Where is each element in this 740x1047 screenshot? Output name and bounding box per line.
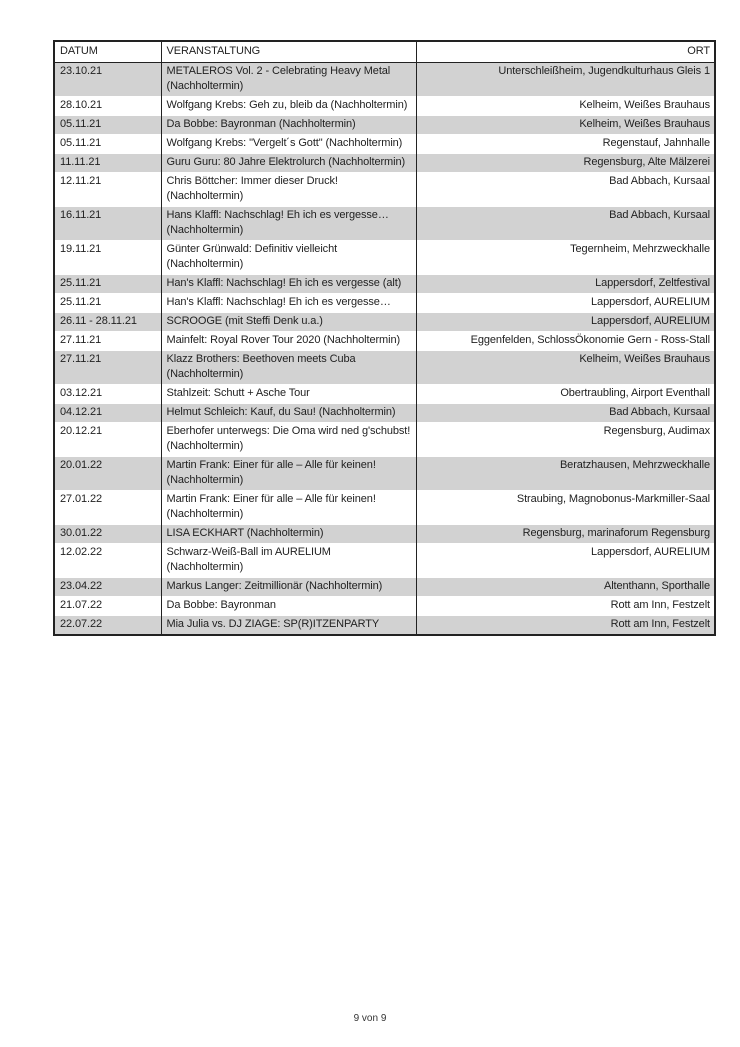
- row-date-cell: 22.07.22: [54, 616, 161, 636]
- row-place-cell: Regensburg, Audimax: [416, 423, 715, 457]
- row-place-cell: Kelheim, Weißes Brauhaus: [416, 351, 715, 385]
- row-event-cell: Mia Julia vs. DJ ZIAGE: SP(R)ITZENPARTY: [161, 616, 416, 636]
- table-row: [54, 404, 715, 423]
- row-place-cell: Kelheim, Weißes Brauhaus: [416, 116, 715, 135]
- table-row: [54, 173, 715, 207]
- row-place-cell: Lappersdorf, AURELIUM: [416, 544, 715, 578]
- row-event-cell: Guru Guru: 80 Jahre Elektrolurch (Nachholtermin): [161, 154, 416, 173]
- table-row: [54, 525, 715, 544]
- table-row: [54, 578, 715, 597]
- row-place-cell: Regensburg, marinaforum Regensburg: [416, 525, 715, 544]
- row-event-cell: Schwarz-Weiß-Ball im AURELIUM (Nachholtermin): [161, 544, 416, 578]
- row-date-cell: 05.11.21: [54, 135, 161, 154]
- row-date-cell: 25.11.21: [54, 294, 161, 313]
- row-event-cell: Stahlzeit: Schutt + Asche Tour: [161, 385, 416, 404]
- row-date-cell: 27.01.22: [54, 491, 161, 525]
- row-event-cell: Da Bobbe: Bayronman (Nachholtermin): [161, 116, 416, 135]
- table-row: [54, 385, 715, 404]
- row-place-cell: Kelheim, Weißes Brauhaus: [416, 97, 715, 116]
- row-event-cell: Martin Frank: Einer für alle – Alle für keinen! (Nachholtermin): [161, 491, 416, 525]
- row-date-cell: 23.10.21: [54, 63, 161, 97]
- row-event-cell: Da Bobbe: Bayronman: [161, 597, 416, 616]
- row-date-cell: 16.11.21: [54, 207, 161, 241]
- row-event-cell: Martin Frank: Einer für alle – Alle für keinen! (Nachholtermin): [161, 457, 416, 491]
- row-place-cell: Tegernheim, Mehrzweckhalle: [416, 241, 715, 275]
- table-row: [54, 116, 715, 135]
- table-row: [54, 616, 715, 636]
- row-date-cell: 25.11.21: [54, 275, 161, 294]
- row-date-cell: 27.11.21: [54, 351, 161, 385]
- row-place-cell: Bad Abbach, Kursaal: [416, 173, 715, 207]
- row-date-cell: 20.12.21: [54, 423, 161, 457]
- table-row: [54, 351, 715, 385]
- table-row: [54, 97, 715, 116]
- row-date-cell: 04.12.21: [54, 404, 161, 423]
- row-event-cell: Mainfelt: Royal Rover Tour 2020 (Nachholtermin): [161, 332, 416, 351]
- row-event-cell: LISA ECKHART (Nachholtermin): [161, 525, 416, 544]
- row-date-cell: 30.01.22: [54, 525, 161, 544]
- row-place-cell: Beratzhausen, Mehrzweckhalle: [416, 457, 715, 491]
- row-event-cell: Eberhofer unterwegs: Die Oma wird ned g'schubst! (Nachholtermin): [161, 423, 416, 457]
- header-date: DATUM: [54, 41, 161, 63]
- row-date-cell: 12.11.21: [54, 173, 161, 207]
- row-date-cell: 20.01.22: [54, 457, 161, 491]
- row-place-cell: Lappersdorf, AURELIUM: [416, 294, 715, 313]
- header-row: [54, 41, 715, 63]
- row-event-cell: Günter Grünwald: Definitiv vielleicht (Nachholtermin): [161, 241, 416, 275]
- table-row: [54, 313, 715, 332]
- row-date-cell: 19.11.21: [54, 241, 161, 275]
- row-place-cell: Lappersdorf, Zeltfestival: [416, 275, 715, 294]
- row-event-cell: Hans Klaffl: Nachschlag! Eh ich es vergesse… (Nachholtermin): [161, 207, 416, 241]
- row-event-cell: Han's Klaffl: Nachschlag! Eh ich es vergesse…: [161, 294, 416, 313]
- row-date-cell: 28.10.21: [54, 97, 161, 116]
- table-row: [54, 207, 715, 241]
- row-date-cell: 03.12.21: [54, 385, 161, 404]
- table-body: [54, 63, 715, 636]
- row-event-cell: Wolfgang Krebs: Geh zu, bleib da (Nachholtermin): [161, 97, 416, 116]
- table-row: [54, 63, 715, 97]
- table-row: [54, 457, 715, 491]
- page-number: 9 von 9: [353, 1013, 387, 1024]
- row-place-cell: Straubing, Magnobonus-Markmiller-Saal: [416, 491, 715, 525]
- row-event-cell: Markus Langer: Zeitmillionär (Nachholtermin): [161, 578, 416, 597]
- row-place-cell: Altenthann, Sporthalle: [416, 578, 715, 597]
- row-event-cell: Han's Klaffl: Nachschlag! Eh ich es vergesse (alt): [161, 275, 416, 294]
- table-row: [54, 544, 715, 578]
- row-date-cell: 21.07.22: [54, 597, 161, 616]
- table-row: [54, 423, 715, 457]
- row-date-cell: 26.11 - 28.11.21: [54, 313, 161, 332]
- events-table: [53, 40, 716, 636]
- row-place-cell: Bad Abbach, Kursaal: [416, 207, 715, 241]
- table-row: [54, 135, 715, 154]
- row-place-cell: Obertraubling, Airport Eventhall: [416, 385, 715, 404]
- row-place-cell: Regenstauf, Jahnhalle: [416, 135, 715, 154]
- row-place-cell: Bad Abbach, Kursaal: [416, 404, 715, 423]
- row-event-cell: Helmut Schleich: Kauf, du Sau! (Nachholtermin): [161, 404, 416, 423]
- row-place-cell: Eggenfelden, SchlossÖkonomie Gern - Ross-Stall: [416, 332, 715, 351]
- header-event: VERANSTALTUNG: [161, 41, 416, 63]
- row-date-cell: 11.11.21: [54, 154, 161, 173]
- table-row: [54, 241, 715, 275]
- row-place-cell: Regensburg, Alte Mälzerei: [416, 154, 715, 173]
- table-header: [54, 41, 715, 63]
- row-place-cell: Rott am Inn, Festzelt: [416, 616, 715, 636]
- row-date-cell: 23.04.22: [54, 578, 161, 597]
- row-event-cell: SCROOGE (mit Steffi Denk u.a.): [161, 313, 416, 332]
- row-place-cell: Lappersdorf, AURELIUM: [416, 313, 715, 332]
- row-event-cell: Wolfgang Krebs: "Vergelt´s Gott" (Nachholtermin): [161, 135, 416, 154]
- table-row: [54, 154, 715, 173]
- row-event-cell: Klazz Brothers: Beethoven meets Cuba (Nachholtermin): [161, 351, 416, 385]
- table-row: [54, 275, 715, 294]
- row-date-cell: 12.02.22: [54, 544, 161, 578]
- row-place-cell: Rott am Inn, Festzelt: [416, 597, 715, 616]
- table-row: [54, 294, 715, 313]
- row-date-cell: 05.11.21: [54, 116, 161, 135]
- row-event-cell: Chris Böttcher: Immer dieser Druck! (Nachholtermin): [161, 173, 416, 207]
- row-event-cell: METALEROS Vol. 2 - Celebrating Heavy Metal (Nachholtermin): [161, 63, 416, 97]
- header-place: ORT: [416, 41, 715, 63]
- table-row: [54, 332, 715, 351]
- table-row: [54, 491, 715, 525]
- table-row: [54, 597, 715, 616]
- row-place-cell: Unterschleißheim, Jugendkulturhaus Gleis 1: [416, 63, 715, 97]
- row-date-cell: 27.11.21: [54, 332, 161, 351]
